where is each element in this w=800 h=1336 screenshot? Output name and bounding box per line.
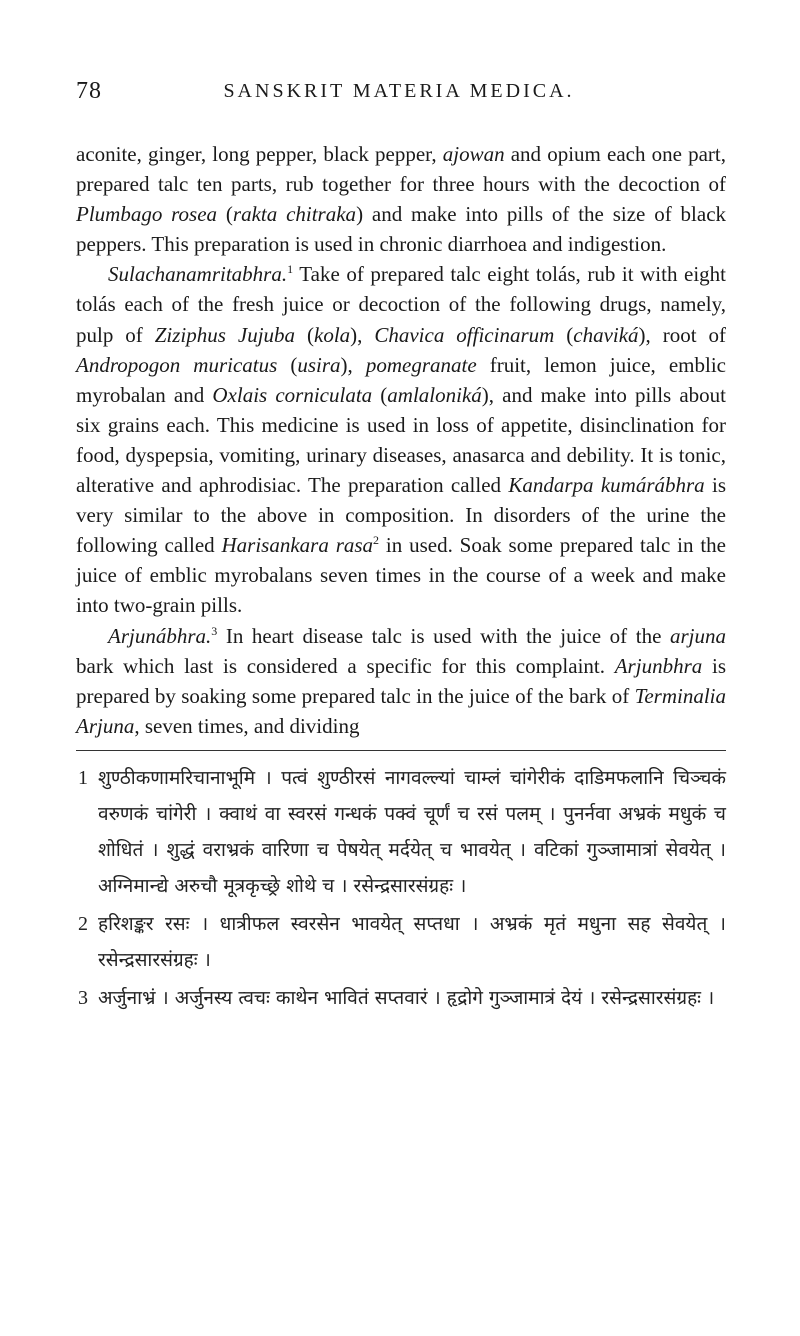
italic-term: Plumbago rosea	[76, 202, 218, 227]
italic-term: Arjunbhra	[614, 653, 703, 678]
paragraph-arjunabhra	[76, 621, 726, 741]
page-header	[76, 78, 722, 118]
footnote-number: 1	[78, 767, 88, 789]
text-run: and opium each one part, prepared talc ten parts, rub together for three hours with the decoction of	[76, 142, 726, 197]
paragraph-aconite-pills	[76, 139, 726, 259]
text-run: fruit, lemon juice, emblic myrobalan and	[76, 352, 726, 407]
footnote-number: 2	[78, 913, 88, 935]
footnote-text: शुण्ठीकणामरिचानाभूमि । पत्वं शुण्ठीरसं नागवल्ल्यां चाम्लं चांगेरीकं दाडिमफलानि चिञ्चकं वरुणकं चांगेरी । क्वाथं वा स्वरसं गन्धकं पक्वं चूर्णं च रसं पलम् । पुनर्नवा अभ्रकं मधुकं च शोधितं । शुद्धं वराभ्रकं वारिणा च पेषयेत्‌ मर्दयेत् च भावयेत् । वटिकां गुञ्जामात्रां सेवयेत् । अग्निमान्द्ये अरुचौ मूत्रकृच्छ्रे शोथे च । रसेन्द्रसारसंग्रहः ।	[98, 767, 726, 897]
text-run: ),	[340, 352, 366, 377]
italic-term: pomegranate	[365, 352, 477, 377]
page-number: 78	[76, 78, 102, 104]
running-head: SANSKRIT MATERIA MEDICA.	[223, 80, 575, 102]
section-title: Sulachanamritabhra.	[108, 262, 288, 287]
footnote-ref[interactable]: 2	[373, 533, 380, 548]
italic-term: amlaloniká	[387, 382, 482, 407]
italic-term: rakta chitraka	[232, 202, 357, 227]
italic-term: Chavica officinarum	[374, 322, 555, 347]
text-run: aconite, ginger, long pepper, black pepper,	[76, 142, 443, 166]
text-run: in used. Soak some prepared talc in the juice of emblic myrobalans seven times in the course of a week and make into two-grain pills.	[76, 533, 727, 618]
text-run: (	[554, 322, 574, 347]
italic-term: Oxlais corniculata	[212, 382, 373, 407]
italic-term: Kandarpa kumárábhra	[508, 473, 705, 498]
footnote-ref[interactable]: 1	[287, 262, 294, 277]
italic-term: Terminalia Arjuna	[76, 683, 726, 738]
text-run: In heart disease talc is used with the juice of the	[217, 623, 670, 648]
text-run: (	[277, 352, 298, 377]
italic-term: Harisankara rasa	[221, 533, 374, 558]
text-run: ) and make into pills of the size of black peppers. This preparation is used in chronic diarrhoea and indigestion.	[76, 202, 727, 257]
text-run: (	[295, 322, 314, 347]
section-title: Arjunábhra.	[108, 623, 212, 648]
footnote-2	[76, 906, 726, 978]
text-run: (	[217, 202, 233, 227]
footnote-text: हरिशङ्कर रसः । धात्रीफल स्वरसेन भावयेत् सप्तधा । अभ्रकं मृतं मधुना सह सेवयेत् । रसेन्द्रसारसंग्रहः ।	[98, 913, 726, 971]
footnote-number: 3	[78, 987, 88, 1009]
italic-term: kola	[314, 322, 351, 347]
footnote-3	[76, 980, 726, 1016]
footnote-divider	[76, 750, 726, 751]
text-run: (	[372, 382, 388, 407]
paragraph-sulachanamritabhra	[76, 259, 726, 620]
italic-term: Andropogon muricatus	[76, 352, 278, 377]
text-run: is very similar to the above in composition. In disorders of the urine the following called	[76, 473, 727, 558]
text-run: ),	[350, 322, 375, 347]
main-text	[76, 139, 726, 741]
italic-term: arjuna	[669, 623, 726, 648]
italic-term: Ziziphus Jujuba	[154, 322, 296, 347]
footnote-ref[interactable]: 3	[211, 623, 218, 638]
text-run: is prepared by soaking some prepared talc in the juice of the bark of	[76, 653, 726, 708]
italic-term: usira	[297, 352, 341, 377]
text-run: ), root of	[638, 322, 727, 347]
footnote-text: अर्जुनाभ्रं । अर्जुनस्य त्वचः काथेन भावितं सप्तवारं । हृद्रोगे गुञ्जामात्रं देयं । रसेन्द्रसारसंग्रहः ।	[98, 987, 715, 1009]
text-run: ), and make into pills about six grains each. This medicine is used in loss of appetite, disinclination for food, dyspepsia, vomiting, urinary diseases, anasarca and debility. It is tonic, alterative and aphrodisiac. The preparation called	[76, 382, 726, 498]
text-run: bark which last is considered a specific for this complaint.	[76, 653, 615, 678]
footnote-1	[76, 760, 726, 904]
italic-term: chaviká	[573, 322, 639, 347]
text-run: , seven times, and dividing	[134, 713, 360, 738]
italic-term: ajowan	[442, 142, 505, 166]
text-run: Take of prepared talc eight tolás, rub it with eight tolás each of the fresh juice or decoction of the following drugs, namely, pulp of	[76, 262, 726, 347]
footnotes	[76, 760, 726, 1018]
